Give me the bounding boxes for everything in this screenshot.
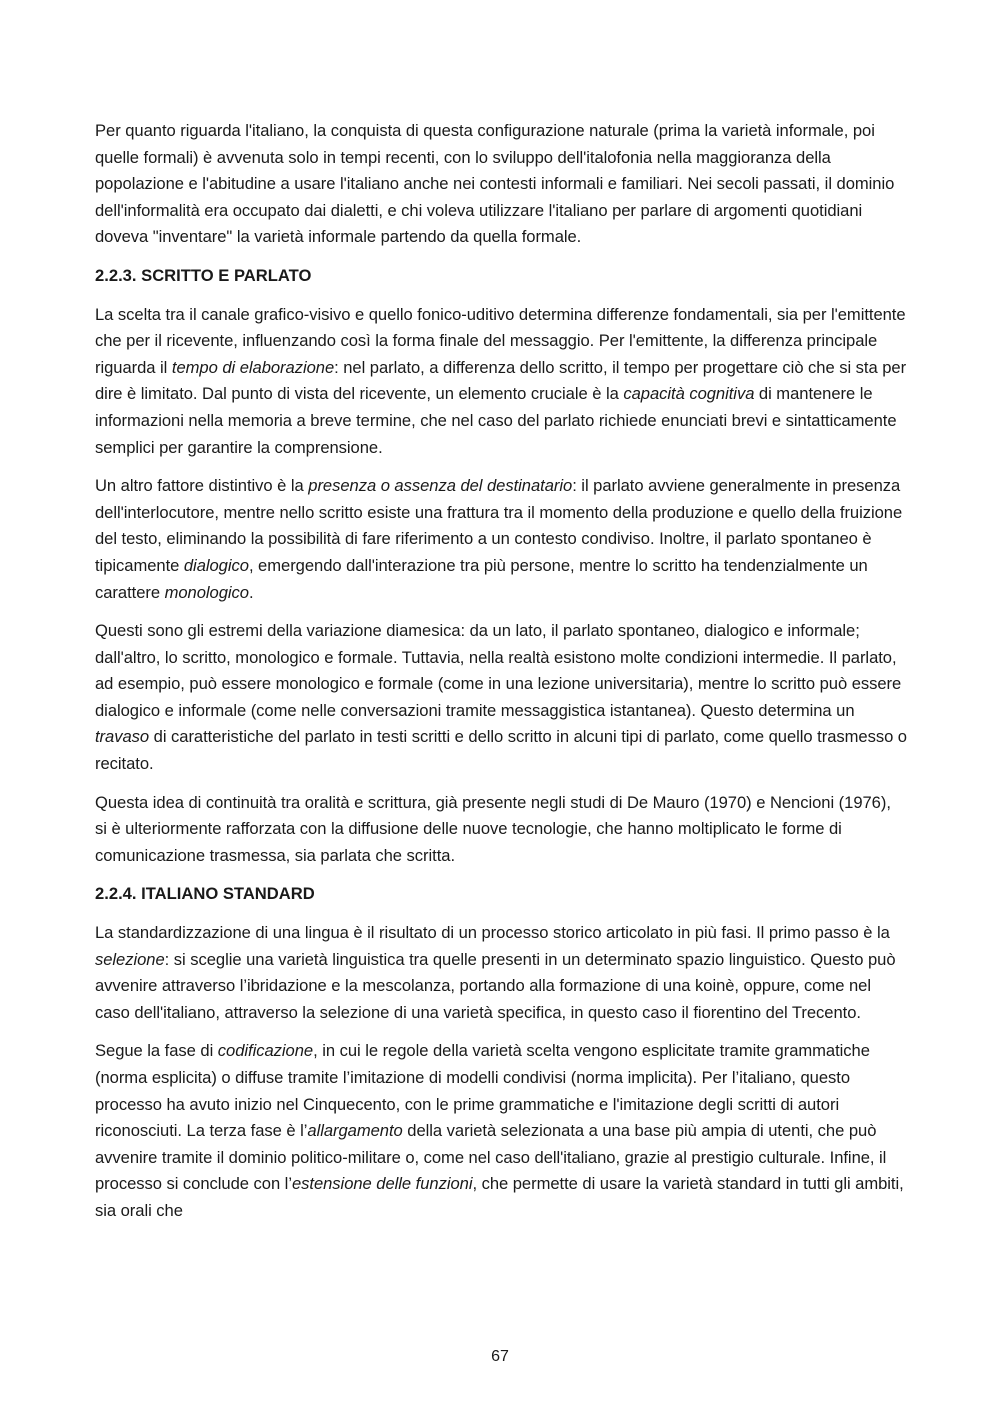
text-run: La standardizzazione di una lingua è il risultato di un processo storico articolato in più fasi. Il primo passo è la [95,923,890,943]
italic-term: tempo di elaborazione [171,357,335,377]
italic-term: estensione delle funzioni [291,1174,473,1194]
page-body [95,118,907,1237]
paragraph: Questa idea di continuità tra oralità e scrittura, già presente negli studi di De Mauro (1970) e Nencioni (1976), si è ulteriormente rafforzata con la diffusione delle nuove tecnologie, che hanno moltiplicato le forme di comunicazione trasmessa, sia parlata che scritta. [95,792,891,865]
italic-term: codificazione [217,1041,314,1061]
text-run: di caratteristiche del parlato in testi scritti e dello scritto in alcuni tipi di parlato, come quello trasmesso o recitato. [95,727,907,774]
text-run: : il parlato avviene generalmente in presenza dell'interlocutore, mentre nello scritto esiste una frattura tra il momento della produzione e quello della fruizione del testo, eliminando la possibilità di fare riferimento a un contesto condiviso. Inoltre, il parlato spontaneo è tipicamente [95,476,903,575]
italic-term: selezione [95,949,165,969]
paragraph [95,302,907,462]
italic-term: travaso [95,727,150,747]
page-number: 67 [491,1348,509,1365]
paragraph [95,473,907,606]
italic-term: capacità cognitiva [623,384,755,404]
section-heading: 2.2.4. ITALIANO STANDARD [95,884,315,904]
text-run: La scelta tra il canale grafico-visivo e quello fonico-uditivo determina differenze fondamentali, sia per l'emittente che per il ricevente, influenzando così la forma finale del messaggio. Per l'emittente, la differenza principale riguarda il [95,304,906,377]
text-run: Questi sono gli estremi della variazione diamesica: da un lato, il parlato spontaneo, dialogico e informale; dall'altro, lo scritto, monologico e formale. Tuttavia, nella realtà esistono molte condizioni intermedie. Il parlato, ad esempio, può essere monologico e formale (come in una lezione universitaria), mentre lo scritto può essere dialogico e informale (come nelle conversazioni tramite messaggistica istantanea). Questo determina un [95,621,902,720]
text-run: Segue la fase di [95,1041,218,1061]
paragraph: Per quanto riguarda l'italiano, la conquista di questa configurazione naturale (prima la varietà informale, poi quelle formali) è avvenuta solo in tempi recenti, con lo sviluppo dell'italofonia nella maggioranza della popolazione e l'abitudine a usare l'italiano anche nei contesti informali e familiari. Nei secoli passati, il dominio dell'informalità era occupato dai dialetti, e chi voleva utilizzare l'italiano per parlare di argomenti quotidiani doveva "inventare" la varietà informale partendo da quella formale. [95,121,895,247]
italic-term: monologico [164,582,249,602]
paragraph [95,1038,907,1224]
text-run: di mantenere le informazioni nella memoria a breve termine, che nel caso del parlato richiede enunciati brevi e sintatticamente semplici per garantire la comprensione. [95,384,897,457]
text-run: , emergendo dall'interazione tra più persone, mentre lo scritto ha tendenzialmente un carattere [95,555,868,602]
section-heading: 2.2.3. SCRITTO E PARLATO [95,265,312,285]
italic-term: presenza o assenza del destinatario [308,476,573,496]
text-run: , in cui le regole della varietà scelta vengono esplicitate tramite grammatiche (norma esplicita) o diffuse tramite l’imitazione di modelli condivisi (norma implicita). Per l’italiano, questo processo ha avuto inizio nel Cinquecento, con le prime grammatiche e l'imitazione degli scritti di autori riconosciuti. La terza fase è l’ [95,1041,870,1141]
text-run: , che permette di usare la varietà standard in tutti gli ambiti, sia orali che [95,1174,904,1220]
text-run: : si sceglie una varietà linguistica tra quelle presenti in un determinato spazio linguistico. Questo può avvenire attraverso l’ibridazione e la mescolanza, portando alla formazione di una koinè, oppure, come nel caso dell'italiano, attraverso la selezione di una varietà specifica, in questo caso il fiorentino del Trecento. [95,949,896,1022]
text-run: della varietà selezionata a una base più ampia di utenti, che può avvenire tramite il dominio politico-militare o, come nel caso dell'italiano, grazie al prestigio culturale. Infine, il processo si conclude con l’ [95,1121,887,1194]
paragraph [95,920,907,1026]
text-run: : nel parlato, a differenza dello scritto, il tempo per progettare ciò che si sta per dire è limitato. Dal punto di vista del ricevente, un elemento cruciale è la [95,357,907,404]
paragraph [95,618,907,778]
italic-term: dialogico [183,555,249,575]
text-run: . [248,582,254,602]
text-run: Un altro fattore distintivo è la [95,476,309,496]
italic-term: allargamento [307,1121,403,1141]
